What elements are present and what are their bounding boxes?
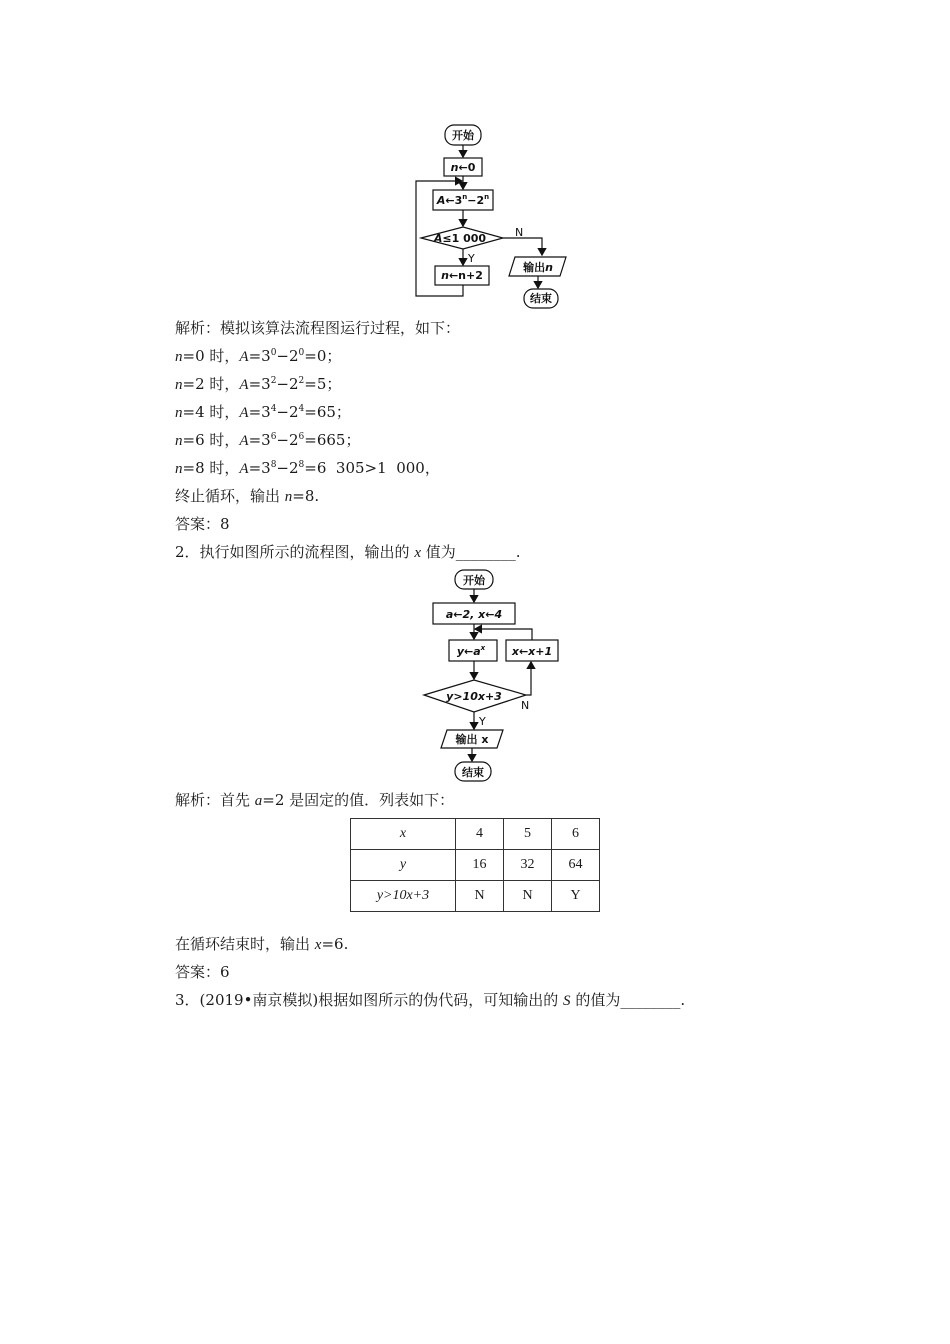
solution1-intro: 解析：模拟该算法流程图运行过程，如下： [175, 319, 461, 337]
table-cell: 5 [504, 819, 552, 850]
question-3: 3．(2019•南京模拟)根据如图所示的伪代码，可知输出的 S 的值为________. [175, 991, 686, 1009]
table-cell: 64 [552, 850, 600, 881]
question-2: 2．执行如图所示的流程图，输出的 x 值为________. [175, 543, 521, 561]
yes-label: Y [479, 715, 486, 728]
solution1-step: n=4 时，$A=3^4-2^4=65$； [175, 403, 351, 421]
assign-label: $A\leftarrow 3^n-2^n$ [436, 193, 490, 207]
table-row [351, 850, 600, 881]
start-label: 开始 [463, 574, 485, 587]
table-cell: 4 [456, 819, 504, 850]
answer-1: 答案：8 [175, 515, 230, 533]
solution1-step: n=0 时，$A=3^0-2^0=0$； [175, 347, 342, 365]
update-label: n←n+2 [441, 269, 483, 282]
table-cell: 16 [456, 850, 504, 881]
output-label: 输出 x [455, 733, 489, 746]
decision-label: A≤1 000 [433, 232, 487, 245]
yes-label: Y [468, 252, 475, 265]
solution1-step: n=2 时，$A=3^2-2^2=5$； [175, 375, 342, 393]
solution2-conclusion: 在循环结束时，输出 x=6. [175, 935, 349, 953]
solution2-intro: 解析：首先 a=2 是固定的值．列表如下： [175, 791, 455, 809]
table-cell: y [351, 850, 456, 881]
table-cell: 32 [504, 850, 552, 881]
incr-label: x←x+1 [511, 645, 553, 658]
no-label: N [515, 226, 524, 239]
init-label: n←0 [450, 161, 476, 174]
values-table [350, 818, 600, 912]
table-row [351, 881, 600, 912]
solution1-terminate: 终止循环，输出 n=8. [175, 487, 320, 505]
table-cell: x [351, 819, 456, 850]
end-label: 结束 [530, 292, 552, 305]
end-label: 结束 [462, 766, 484, 779]
table-cell: y>10x+3 [351, 881, 456, 912]
table-cell: N [504, 881, 552, 912]
flowchart-2 [0, 565, 950, 785]
decision-label: y>10x+3 [446, 690, 502, 703]
solution1-step: n=6 时，$A=3^6-2^6=665$； [175, 431, 361, 449]
start-label: 开始 [452, 129, 474, 142]
output-label: 输出n [523, 261, 553, 274]
assign-label: $y\leftarrow a^x$ [456, 644, 486, 658]
flowchart-1 [0, 0, 950, 320]
table-row [351, 819, 600, 850]
table-cell: Y [552, 881, 600, 912]
no-label: N [521, 699, 530, 712]
solution1-step: n=8 时，$A=3^8-2^8=6$ 305>1 000， [175, 459, 440, 477]
answer-2: 答案：6 [175, 963, 230, 981]
init-label: a←2, x←4 [445, 608, 503, 621]
table-cell: 6 [552, 819, 600, 850]
table-cell: N [456, 881, 504, 912]
